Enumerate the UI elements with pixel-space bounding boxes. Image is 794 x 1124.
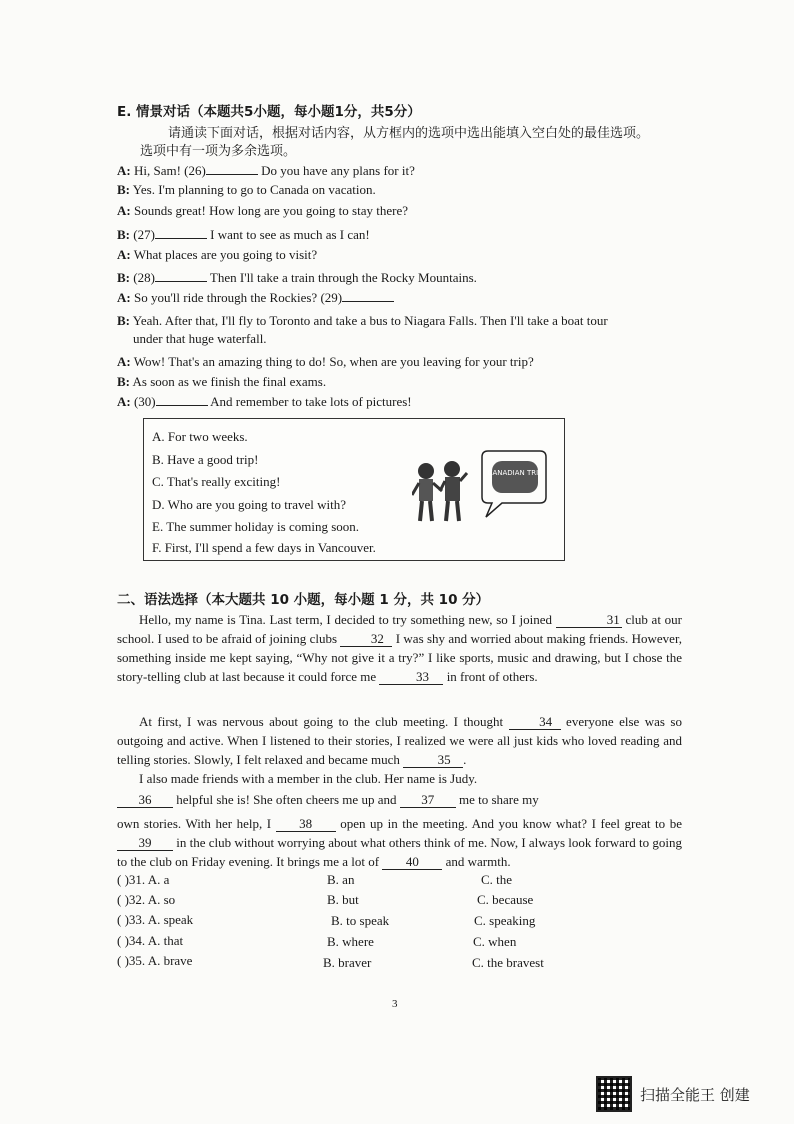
options-box <box>143 418 565 561</box>
dialogue-line <box>117 203 408 219</box>
dialogue-line <box>117 374 326 390</box>
dialogue-text: I want to see as much as I can! <box>206 227 370 242</box>
page-number: 3 <box>392 998 398 1010</box>
passage-text: At first, I was nervous about going to the club meeting. I thought <box>139 714 509 729</box>
dialogue-text: Then I'll take a train through the Rocky Mountains. <box>206 270 477 285</box>
option-f: F. First, I'll spend a few days in Vancouver. <box>152 540 376 555</box>
dialogue-line <box>117 163 415 179</box>
grammar-blank-36[interactable]: 36 <box>117 793 173 808</box>
dialogue-text: Yeah. After that, I'll fly to Toronto and take a bus to Niagara Falls. Then I'll take a boat tour <box>132 313 608 328</box>
section-ii-title: 二、语法选择（本大题共 10 小题，每小题 1 分，共 10 分） <box>117 592 490 608</box>
passage-text: me to share my <box>455 792 539 807</box>
choice-35-a[interactable]: ( )35. A. brave <box>117 953 193 968</box>
section-e-instruction-1: 请通读下面对话，根据对话内容，从方框内的选项中选出能填入空白处的最佳选项。 <box>168 126 650 141</box>
speaker-label: B: <box>117 182 130 197</box>
answer-blank-28[interactable] <box>155 281 207 282</box>
scanner-watermark: 扫描全能王 创建 <box>640 1086 750 1104</box>
section-e-instruction-2: 选项中有一项为多余选项。 <box>140 144 297 159</box>
grammar-blank-33[interactable]: 33 <box>379 670 443 685</box>
grammar-blank-35[interactable]: 35 <box>403 753 463 768</box>
option-b: B. Have a good trip! <box>152 452 259 467</box>
speaker-label: A: <box>117 247 131 262</box>
grammar-blank-34[interactable]: 34 <box>509 715 561 730</box>
dialogue-text: (28) <box>133 270 155 285</box>
choice-34-b[interactable]: B. where <box>327 934 374 949</box>
dialogue-text: Do you have any plans for it? <box>257 163 415 178</box>
passage-paragraph-1 <box>117 610 682 686</box>
dialogue-text: Wow! That's an amazing thing to do! So, when are you leaving for your trip? <box>133 354 534 369</box>
passage-text: own stories. With her help, I <box>117 816 276 831</box>
dialogue-line <box>117 227 370 243</box>
grammar-blank-39[interactable]: 39 <box>117 836 173 851</box>
answer-blank-26[interactable] <box>206 174 258 175</box>
dialogue-text: (30) <box>133 394 156 409</box>
choice-31-a[interactable]: ( )31. A. a <box>117 872 170 887</box>
passage-text: club at our school. I used to be afraid of joining clubs <box>117 612 682 646</box>
option-a: A. For two weeks. <box>152 429 248 444</box>
dialogue-text: Yes. I'm planning to go to Canada on vacation. <box>132 182 376 197</box>
grammar-blank-31[interactable]: 31 <box>556 613 622 628</box>
passage-text: Hello, my name is Tina. Last term, I decided to try something new, so I joined <box>139 612 556 627</box>
dialogue-line <box>117 313 608 329</box>
choice-35-c[interactable]: C. the bravest <box>472 955 544 970</box>
kids-illustration <box>412 449 552 529</box>
dialogue-text: So you'll ride through the Rockies? (29) <box>133 290 343 305</box>
speaker-label: B: <box>117 270 130 285</box>
dialogue-line <box>117 182 376 198</box>
choice-32-c[interactable]: C. because <box>477 892 534 907</box>
choice-33-b[interactable]: B. to speak <box>331 913 390 928</box>
choice-34-a[interactable]: ( )34. A. that <box>117 933 184 948</box>
option-e: E. The summer holiday is coming soon. <box>152 519 360 534</box>
passage-text: in front of others. <box>443 669 538 684</box>
passage-text: in the club without worrying about what others think of me. Now, I always look forward to going to the club on Friday evening. It brings me a lot of <box>117 835 682 869</box>
grammar-blank-32[interactable]: 32 <box>340 632 392 647</box>
choice-33-c[interactable]: C. speaking <box>474 913 536 928</box>
dialogue-text: Hi, Sam! (26) <box>133 163 206 178</box>
option-c: C. That's really exciting! <box>152 474 281 489</box>
grammar-blank-38[interactable]: 38 <box>276 817 336 832</box>
speaker-label: A: <box>117 203 131 218</box>
dialogue-line <box>117 394 412 410</box>
passage-text: helpful she is! She often cheers me up and <box>173 792 400 807</box>
dialogue-text: As soon as we finish the final exams. <box>132 374 327 389</box>
speaker-label: A: <box>117 290 131 305</box>
dialogue-line <box>117 290 394 306</box>
dialogue-text: under that huge waterfall. <box>133 331 267 346</box>
passage-text: . <box>463 752 467 767</box>
speaker-label: B: <box>117 374 130 389</box>
section-e-title: E. 情景对话（本题共5小题，每小题1分，共5分） <box>117 104 421 120</box>
passage-text: open up in the meeting. And you know what? I feel great to be <box>335 816 682 831</box>
choice-32-b[interactable]: B. but <box>327 892 359 907</box>
choice-31-b[interactable]: B. an <box>327 872 355 887</box>
speaker-label: B: <box>117 313 130 328</box>
choice-35-b[interactable]: B. braver <box>323 955 372 970</box>
passage-text: everyone else was so outgoing and active. When I listened to their stories, I realized we were all just kids who loved reading and telling stories. Slowly, I felt relaxed and became much <box>117 714 682 767</box>
dialogue-text: (27) <box>133 227 155 242</box>
passage-text: and warmth. <box>442 854 511 869</box>
speaker-label: A: <box>117 163 131 178</box>
bubble-text: CANADIAN TRIP <box>487 469 543 477</box>
speaker-label: B: <box>117 227 130 242</box>
dialogue-line <box>117 354 534 370</box>
passage-paragraph-4 <box>117 814 682 871</box>
answer-blank-27[interactable] <box>155 238 207 239</box>
dialogue-text: And remember to take lots of pictures! <box>207 394 412 409</box>
choice-34-c[interactable]: C. when <box>473 934 517 949</box>
passage-paragraph-3b <box>117 792 539 808</box>
speaker-label: A: <box>117 354 131 369</box>
qr-code-icon <box>596 1076 632 1112</box>
dialogue-line <box>117 270 477 286</box>
dialogue-text: Sounds great! How long are you going to stay there? <box>133 203 408 218</box>
dialogue-line <box>133 331 267 347</box>
choice-31-c[interactable]: C. the <box>481 872 513 887</box>
passage-paragraph-3a: I also made friends with a member in the club. Her name is Judy. <box>139 771 478 786</box>
speaker-label: A: <box>117 394 131 409</box>
answer-blank-29[interactable] <box>342 301 394 302</box>
answer-blank-30[interactable] <box>156 405 208 406</box>
choice-33-a[interactable]: ( )33. A. speak <box>117 912 194 927</box>
grammar-blank-40[interactable]: 40 <box>382 855 442 870</box>
passage-paragraph-2 <box>117 712 682 769</box>
dialogue-line <box>117 247 317 263</box>
dialogue-text: What places are you going to visit? <box>133 247 318 262</box>
option-d: D. Who are you going to travel with? <box>152 497 346 512</box>
grammar-blank-37[interactable]: 37 <box>400 793 456 808</box>
choice-32-a[interactable]: ( )32. A. so <box>117 892 176 907</box>
passage-text: I was shy and worried about making friends. However, something inside me kept saying, “Why not give it a try?” I like sports, music and drawing, but I chose the story-telling club at last because it could force me <box>117 631 682 684</box>
